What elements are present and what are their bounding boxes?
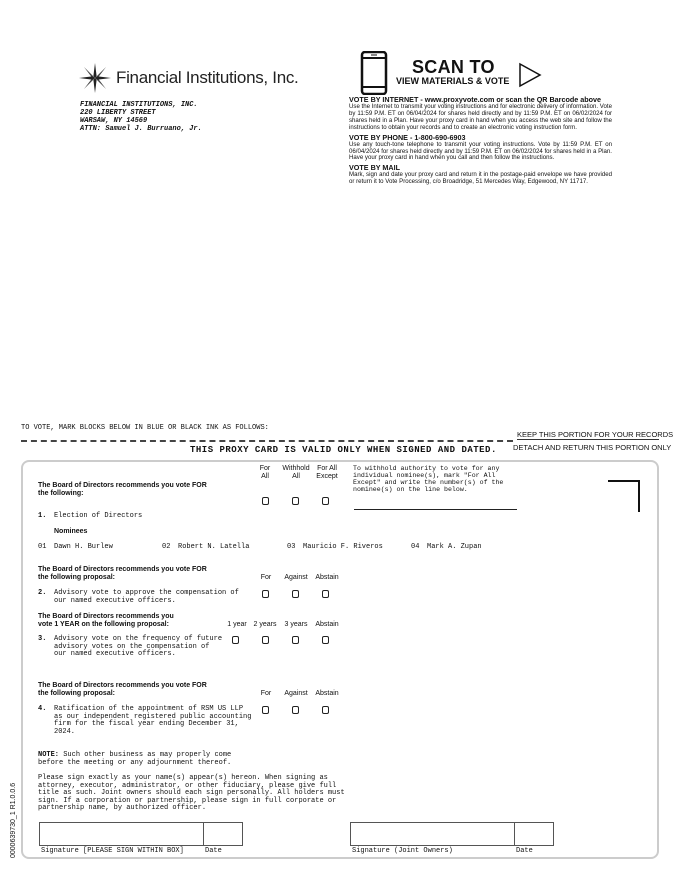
- col-3-years: 3 years: [284, 621, 308, 628]
- valid-notice: THIS PROXY CARD IS VALID ONLY WHEN SIGNED AND DATED.: [190, 445, 497, 455]
- withhold-line: nominee(s) on the line below.: [353, 486, 468, 493]
- col-label: Except: [316, 472, 338, 480]
- note-text: Such other business as may properly come: [63, 751, 232, 759]
- scan-title: SCAN TO: [412, 57, 495, 77]
- smartphone-icon: [360, 51, 388, 95]
- proposal-line: as our independent registered public accounting: [54, 712, 252, 721]
- vote-internet-text: Use the Internet to transmit your voting instructions and for electronic delivery of information. Vote by 11:59 P.M. ET on 06/04/2024 for shares held directly and by 11:59 P.M. ET on 06/02/2024 for shares held in a Plan. Have your proxy card in hand when you access the web site and follow the instructions to obtain your records and to create an electronic voting instruction form.: [349, 103, 612, 131]
- item-number: 3.: [38, 635, 47, 643]
- proposal4-text: [54, 706, 251, 736]
- sign-instructions: [38, 775, 345, 813]
- proposal3-abstain-checkbox[interactable]: [322, 636, 329, 644]
- col-label: For All: [317, 465, 337, 472]
- vote-internet-title: VOTE BY INTERNET - www.proxyvote.com or scan the QR Barcode above: [349, 95, 602, 104]
- note-text: before the meeting or any adjournment thereof.: [38, 758, 232, 767]
- date-box[interactable]: [203, 822, 243, 846]
- side-code: 0000639730_1 R1.0.0.6: [10, 782, 17, 858]
- col-label: Withhold: [282, 465, 310, 472]
- col-abstain: Abstain: [315, 574, 339, 581]
- proposal2-for-checkbox[interactable]: [262, 590, 269, 598]
- withhold-instructions: [353, 465, 503, 493]
- corner-mark: [608, 480, 640, 512]
- sign-line: partnership name, by authorized officer.: [38, 804, 207, 812]
- keep-portion-label: KEEP THIS PORTION FOR YOUR RECORDS: [517, 430, 674, 439]
- election-title: Election of Directors: [54, 512, 143, 520]
- voting-instructions: [349, 96, 612, 188]
- col-label: All: [261, 472, 269, 480]
- proposal3-1-year-checkbox[interactable]: [232, 636, 239, 644]
- date-label: Date: [205, 847, 222, 855]
- proposal4-board-recommendation: [38, 682, 207, 698]
- vote-phone-text: Use any touch-tone telephone to transmit your voting instructions. Vote by 11:59 P.M. ET on 06/04/2024 for shares held directly and by 11:59 P.M. ET on 06/02/2024 for shares held in a Plan. Have your proxy card in hand when you call and then follow the instructions.: [349, 140, 612, 162]
- note: [38, 752, 231, 767]
- withhold-line: Except" and write the number(s) of the: [353, 479, 504, 486]
- detach-notice: DETACH AND RETURN THIS PORTION ONLY: [513, 443, 672, 452]
- col-for-all: [253, 465, 277, 480]
- col-for-all-except: [312, 465, 342, 480]
- nominee-num: 04: [411, 543, 420, 551]
- nominee-name: Robert N. Latella: [178, 543, 250, 551]
- vote-phone-title: VOTE BY PHONE - 1-800-690-6903: [349, 132, 466, 142]
- withhold-line: To withhold authority to vote for any: [353, 465, 500, 472]
- vote-mail-text: Mark, sign and date your proxy card and return it in the postage-paid envelope we have provided or return it to Vote Processing, c/o Broadridge, 51 Mercedes Way, Edgewood, NY 11717.: [349, 171, 612, 186]
- proposal3-board-recommendation: [38, 613, 174, 629]
- sign-line: attorney, executor, administrator, or other fiduciary, please give full: [38, 781, 337, 790]
- proposal3-2-years-checkbox[interactable]: [262, 636, 269, 644]
- col-for: For: [260, 574, 272, 581]
- proposal-line: firm for the fiscal year ending December 31,: [54, 720, 239, 728]
- signature-box[interactable]: [39, 822, 204, 846]
- col-for: For: [260, 690, 272, 697]
- nominee-name: Mark A. Zupan: [427, 543, 482, 551]
- withhold-line: individual nominee(s), mark "For All: [353, 472, 496, 479]
- proposal2-against-checkbox[interactable]: [292, 590, 299, 598]
- address-line: WARSAW, NY 14569: [80, 117, 148, 125]
- nominee-num: 02: [162, 543, 171, 551]
- rec-line: The Board of Directors recommends you vote FOR: [38, 482, 207, 489]
- company-logo-text: Financial Institutions, Inc.: [116, 68, 299, 87]
- col-against: Against: [284, 574, 308, 581]
- election-board-recommendation: [38, 482, 207, 498]
- joint-date-box[interactable]: [514, 822, 554, 846]
- company-logo: [78, 62, 298, 94]
- col-1-year: 1 year: [227, 621, 247, 628]
- rec-line: vote 1 YEAR on the following proposal:: [38, 621, 169, 628]
- proposal2-text: [54, 590, 239, 605]
- sign-line: sign. If a corporation or partnership, please sign in full corporate or: [38, 796, 337, 805]
- address-line: ATTN: Samuel J. Burruano, Jr.: [80, 125, 202, 133]
- proposal2-board-recommendation: [38, 566, 207, 582]
- proposal4-against-checkbox[interactable]: [292, 706, 299, 714]
- play-arrow-icon: [518, 62, 542, 88]
- proposal3-text: [54, 636, 222, 659]
- for-all-checkbox[interactable]: [262, 497, 269, 505]
- for-all-except-checkbox[interactable]: [322, 497, 329, 505]
- keep-underline: [517, 439, 659, 440]
- proposal-line: our named executive officers.: [54, 596, 176, 605]
- vote-mail-title: VOTE BY MAIL: [349, 163, 400, 173]
- col-abstain: Abstain: [315, 690, 339, 697]
- nominee-name: Mauricio F. Riveros: [303, 543, 383, 551]
- rec-line: the following:: [38, 490, 84, 497]
- joint-signature-box[interactable]: [350, 822, 515, 846]
- sign-line: title as such. Joint owners should each sign personally. All holders must: [38, 789, 345, 797]
- item-number: 2.: [38, 589, 47, 597]
- nominee-name: Dawn H. Burlew: [54, 543, 113, 551]
- withhold-all-checkbox[interactable]: [292, 497, 299, 505]
- col-withhold-all: [278, 465, 314, 480]
- rec-line: the following proposal:: [38, 574, 115, 581]
- nominee-number-write-line[interactable]: [354, 509, 517, 510]
- item-number: 4.: [38, 705, 47, 713]
- col-2-years: 2 years: [253, 621, 277, 628]
- col-abstain: Abstain: [315, 621, 339, 628]
- col-label: For: [259, 465, 271, 472]
- item-number: 1.: [38, 512, 47, 520]
- proposal-line: Ratification of the appointment of RSM US LLP: [54, 705, 244, 713]
- proposal-line: our named executive officers.: [54, 650, 176, 658]
- star-logo-icon: [78, 62, 112, 94]
- address-line: 220 LIBERTY STREET: [80, 109, 156, 117]
- proposal-line: 2024.: [54, 727, 76, 736]
- proposal4-for-checkbox[interactable]: [262, 706, 269, 714]
- proposal2-abstain-checkbox[interactable]: [322, 590, 329, 598]
- nominee-num: 01: [38, 543, 47, 551]
- signature-label: Signature [PLEASE SIGN WITHIN BOX]: [41, 847, 184, 855]
- company-address: [80, 101, 202, 133]
- scan-subtitle: VIEW MATERIALS & VOTE: [396, 76, 510, 86]
- detach-line: [21, 440, 513, 442]
- proposal4-abstain-checkbox[interactable]: [322, 706, 329, 714]
- col-label: All: [292, 472, 300, 480]
- rec-line: The Board of Directors recommends you: [38, 613, 174, 620]
- proposal-line: advisory votes on the compensation of: [54, 642, 210, 651]
- note-label: NOTE:: [38, 751, 60, 759]
- address-line: FINANCIAL INSTITUTIONS, INC.: [80, 101, 198, 109]
- proposal-line: Advisory vote to approve the compensation of: [54, 589, 239, 597]
- rec-line: The Board of Directors recommends you vote FOR: [38, 566, 207, 573]
- nominee-num: 03: [287, 543, 296, 551]
- rec-line: The Board of Directors recommends you vote FOR: [38, 682, 207, 689]
- proposal-line: Advisory vote on the frequency of future: [54, 635, 223, 643]
- ink-instructions: TO VOTE, MARK BLOCKS BELOW IN BLUE OR BLACK INK AS FOLLOWS:: [21, 424, 269, 432]
- joint-signature-label: Signature (Joint Owners): [352, 847, 453, 855]
- rec-line: the following proposal:: [38, 690, 115, 697]
- nominees-label: Nominees: [54, 528, 88, 535]
- proposal3-3-years-checkbox[interactable]: [292, 636, 299, 644]
- col-against: Against: [284, 690, 308, 697]
- sign-line: Please sign exactly as your name(s) appear(s) hereon. When signing as: [38, 774, 328, 782]
- joint-date-label: Date: [516, 847, 533, 855]
